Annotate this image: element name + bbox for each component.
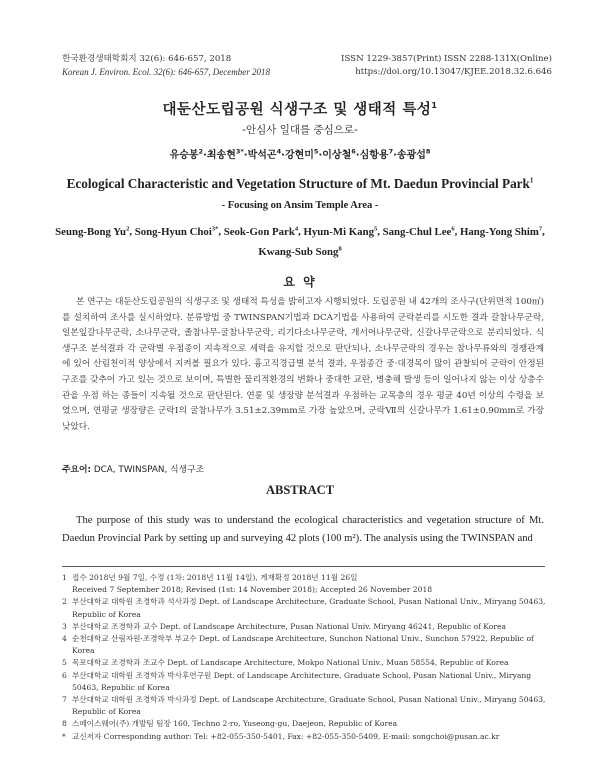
author-ko: 유승봉$^2$ [169,147,204,161]
doi-link[interactable]: https://doi.org/10.13047/KJEE.2018.32.6.646 [355,67,552,77]
footnote-divider [62,566,545,567]
footnote: * 교신저자 Corresponding author: Tel: +82-055-350-5401, Fax: +82-055-350-5409, E-mail: songchoi@pusan.ac.kr [62,731,500,741]
author-en: Sang-Chul Lee$^6$ [382,225,455,238]
author-en: Hang-Yong Shim$^7$ [460,225,543,238]
authors-en: Seung-Bong Yu$^2$, Song-Hyun Choi$^{3*}$, Seok-Gon Park$^4$, Hyun-Mi Kang$^5$, Sang-Chul Lee$^6$, Hang-Yong Shim$^7$, Kwang-Sub Song$^8$ [55,225,545,259]
abstract-ko-heading: 요 약 [283,275,317,289]
keywords-value: DCA, TWINSPAN, 식생구조 [93,465,205,475]
author-en: Song-Hyun Choi$^{3*}$ [134,225,219,238]
author-ko: 박석곤$^4$ [247,147,282,161]
title-en-footnote-mark: 1 [529,176,534,185]
footnote: 8 스페이스웨어(주) 개발팀 팀장 160, Techno 2-ro, Yuseong-gu, Daejeon, Republic of Korea [62,719,398,729]
footnote: 6 부산대학교 대학원 조경학과 박사후연구원 Dept. of Landscape Architecture, Graduate School, Pusan National Univ., Miryang 50463, Republic of Korea [62,670,532,692]
paper-subtitle-ko: -안심사 일대를 중심으로- [242,124,358,136]
footnotes [62,572,552,743]
footnote: Received 7 September 2018; Revised (1st: 14 November 2018); Accepted 26 November 2018 [72,585,433,595]
footnote: 5 목포대학교 조경학과 조교수 Dept. of Landscape Architecture, Mokpo National Univ., Muan 58554, Republic of Korea [62,658,509,668]
journal-title-ko: 한국환경생태학회지 32(6): 646-657, 2018 [62,54,232,64]
keywords-label: 주요어: [62,465,92,475]
title-ko-footnote-mark: 1 [431,101,438,111]
author-ko: 강현미$^5$ [284,147,319,161]
author-ko: 심항용$^7$ [359,147,394,161]
abstract-en-text: The purpose of this study was to understand the ecological characteristics and vegetation structure of Mt. Daedun Provincial Park by setting up and surveying 42 plots (100 m²). The analysis using the TWINSPAN and [62,515,544,544]
author-ko: 최송현$^{3*}$ [206,147,244,161]
footnote: 4 순천대학교 산림자원·조경학부 부교수 Dept. of Landscape Architecture, Sunchon National Univ., Sunchon 57922, Republic of Korea [62,634,534,656]
author-en: Seung-Bong Yu$^2$ [55,225,130,238]
footnote: 3 부산대학교 조경학과 교수 Dept. of Landscape Architecture, Pusan National Univ. Miryang 46241, Republic of Korea [62,621,506,631]
author-ko: 송광섭$^8$ [396,147,431,161]
paper-title-en [0,176,600,192]
abstract-en [62,512,544,547]
author-en: Seok-Gon Park$^4$ [223,225,299,238]
keywords [62,462,204,475]
footnote: 1 접수 2018년 9월 7일, 수정 (1차: 2018년 11월 14일), 게재확정 2018년 11월 26일 [62,573,358,582]
author-en: Hyun-Mi Kang$^5$ [303,225,378,238]
paper-title-en-text: Ecological Characteristic and Vegetation Structure of Mt. Daedun Provincial Park [66,176,530,191]
footnote: 2 부산대학교 대학원 조경학과 석사과정 Dept. of Landscape Architecture, Graduate School, Pusan National Univ., Miryang 50463, Republic of Korea [62,597,546,619]
footnote: 7 부산대학교 대학원 조경학과 박사과정 Dept. of Landscape Architecture, Graduate School, Pusan National Univ., Miryang 50463, Republic of Korea [62,695,546,717]
abstract-ko-text: 본 연구는 대둔산도립공원의 식생구조 및 생태적 특성을 밝히고자 시행되었다. 도립공원 내 42개의 조사구(단위면적 100㎡)를 설치하여 조사를 실시하였다. 분류방법 중 TWINSPAN기법과 DCA기법을 사용하여 군락분리를 시도한 결과 갈참나무군락, 일본잎갈나무군락, 소나무군락, 졸참나무-굴참나무군락, 리기다소나무군락, 개서어나무군락, 신갈나무군락으로 분리되었다. 식생구조 분석결과 각 군락별 우점종이 지속적으로 세력을 유지할 것으로 판단되나, 소나무군락의 경우는 참나무류와의 경쟁관계에 있어 산림천이적 양상에서 지켜볼 필요가 있다. 흉고직경급별 분석 결과, 우점종간 중·대경목이 많이 관찰되어 군락이 안정된 구조를 갖추어 가고 있는 것으로 보이며, 특별한 물리적환경의 변화나 중대한 교란, 병충해 발생 등이 일어나지 않는 이상 상층수관을 우점 하는 종들이 지속될 것으로 판단된다. 연륜 및 생장량 분석결과 우점하는 교목층의 경우 평균 40년 이상의 수령을 보였으며, 연평균 생장량은 군락Ⅰ의 굴참나무가 3.51±2.39mm로 가장 높았으며, 군락Ⅶ의 신갈나무가 1.61±0.90mm로 가장 낮았다. [62,297,544,432]
abstract-en-heading: ABSTRACT [265,483,335,497]
paper-subtitle-en: - Focusing on Ansim Temple Area - [221,200,379,211]
paper-title-ko-text: 대둔산도립공원 식생구조 및 생태적 특성 [162,102,432,118]
journal-title-en: Korean J. Environ. Ecol. 32(6): 646-657, December 2018 [62,67,271,77]
authors-ko: 유승봉$^2$·최송현$^{3*}$·박석곤$^4$·강현미$^5$·이상철$^6$·심항용$^7$·송광섭$^8$ [169,147,431,161]
abstract-ko [62,295,544,435]
author-ko: 이상철$^6$ [322,147,356,161]
issn: ISSN 1229-3857(Print) ISSN 2288-131X(Online) [341,54,552,64]
author-en: Kwang-Sub Song$^8$ [258,245,342,259]
paper-title-ko [0,98,600,119]
